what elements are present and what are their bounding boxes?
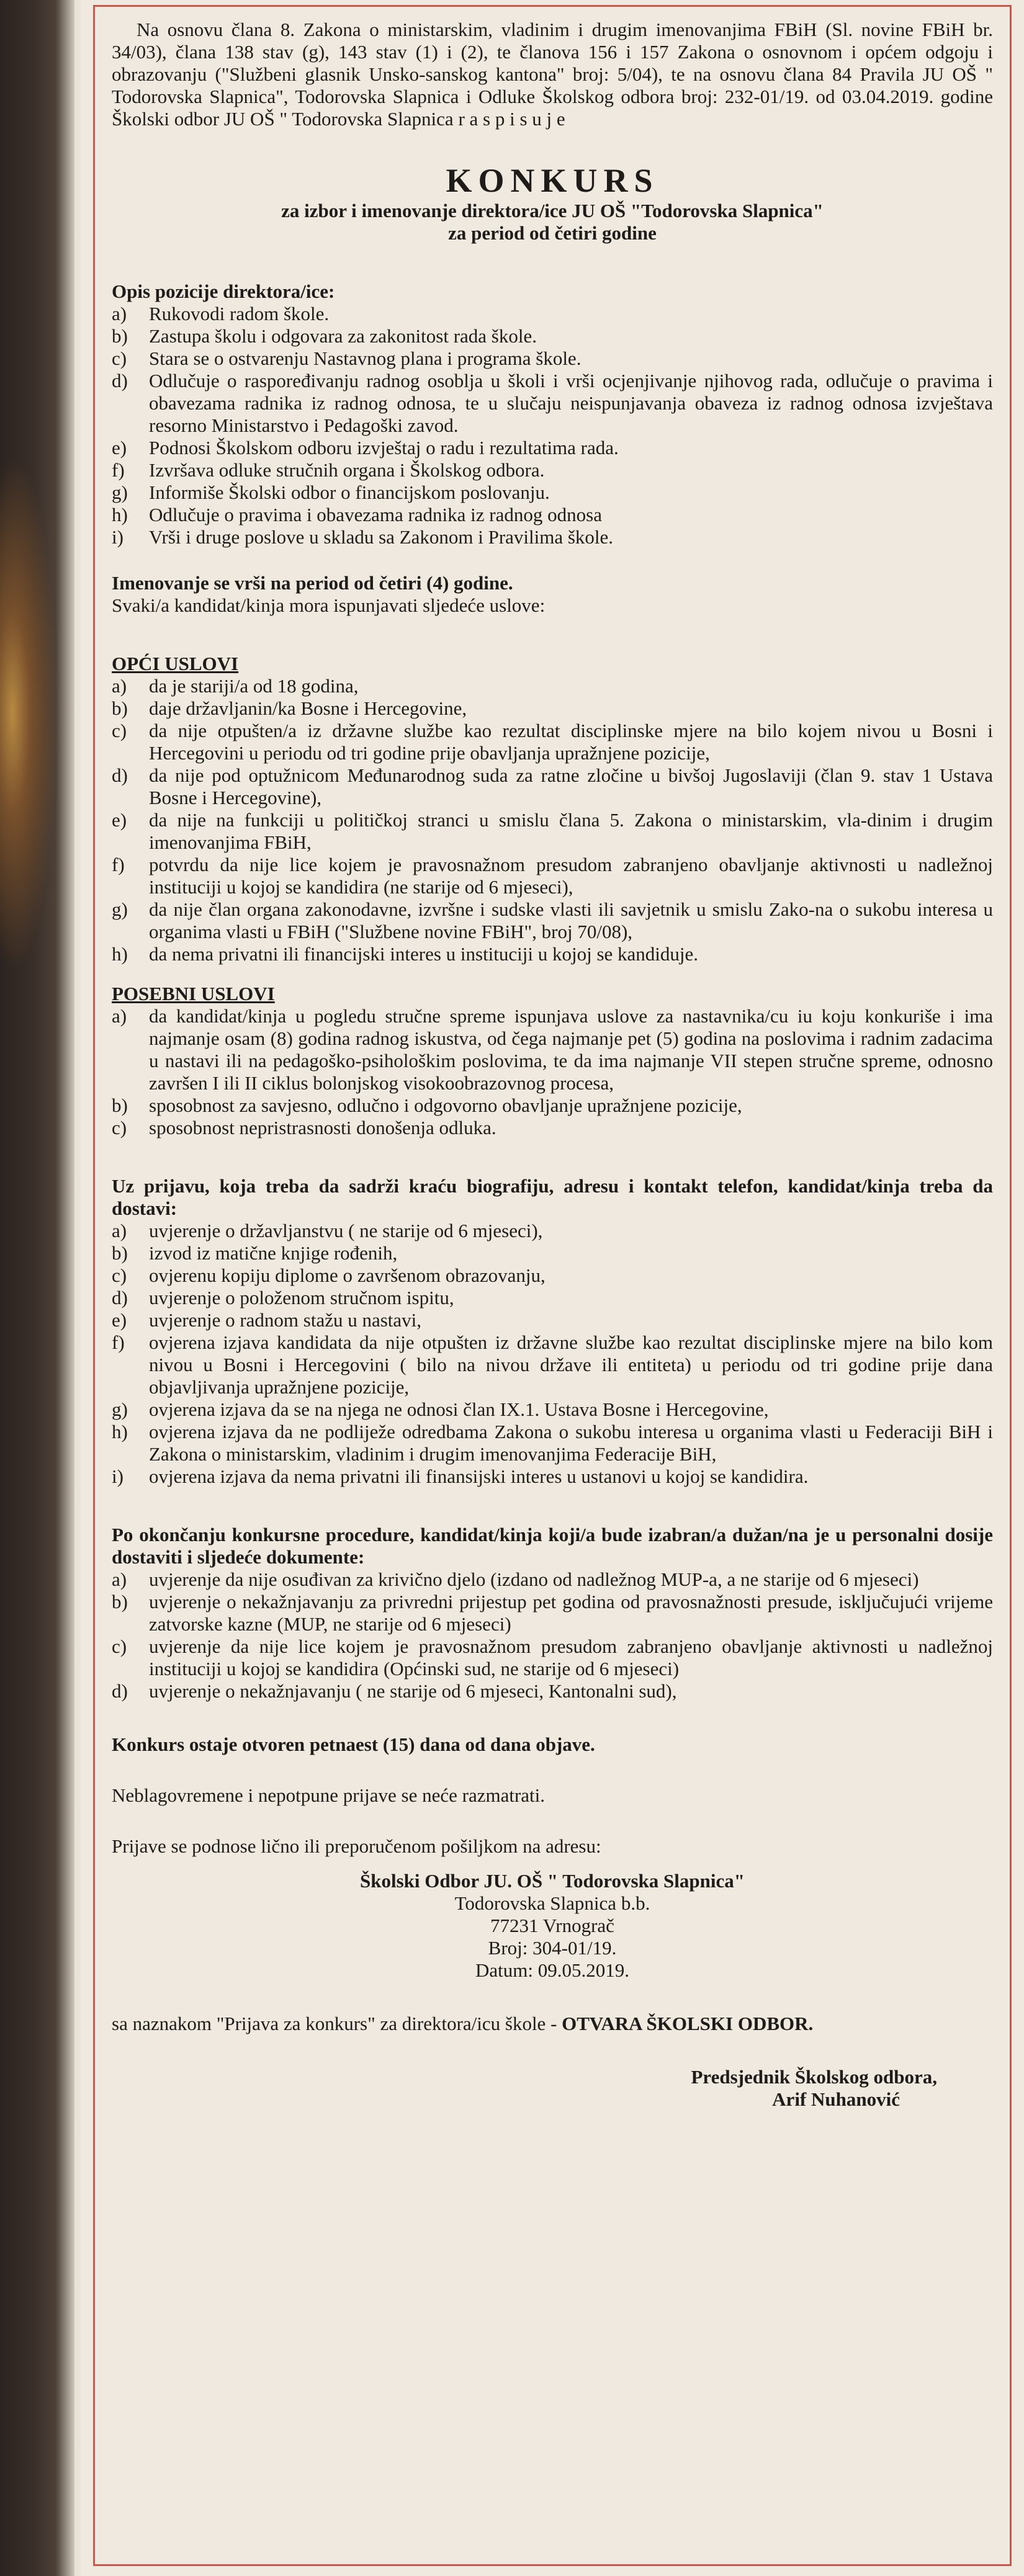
opis-item — [112, 526, 993, 548]
address-line-3: 77231 Vrnograč — [490, 1915, 614, 1936]
okoncanje-item — [112, 1591, 993, 1635]
okoncanje-item — [112, 1568, 993, 1591]
opis-item-label: g) — [112, 481, 128, 503]
opis-item-text: Izvršava odluke stručnih organa i Školskog odbora. — [149, 459, 545, 481]
opci-uslovi-item-text: da nije član organa zakonodavne, izvršne i sudske vlasti ili savjetnik u smislu Zako-na o sukobu interesa u organima vlasti u FBiH ("Službene novine FBiH", broj 70/08), — [149, 898, 993, 942]
opci-uslovi-item — [112, 943, 993, 965]
prijava-heading: Uz prijavu, koja treba da sadrži kraću biografiju, adresu i kontakt telefon, kandidat/kinja treba da dostavi: — [112, 1175, 993, 1219]
prijava-item — [112, 1287, 993, 1309]
opci-uslovi-item-label: b) — [112, 697, 128, 719]
opis-item — [112, 370, 993, 437]
announcement — [112, 19, 993, 2111]
opci-uslovi-item-text: daje državljanin/ka Bosne i Hercegovine, — [149, 697, 467, 719]
prijava-item — [112, 1398, 993, 1421]
naznaka-text — [112, 2013, 993, 2035]
opci-uslovi-item-text: potvrdu da nije lice kojem je pravosnažnom presudom zabranjeno obavljanje aktivnosti u nadležnoj instituciji u kojoj se kandidira (ne starije od 6 mjeseci), — [149, 854, 993, 898]
konkurs-otvoren-text: Konkurs ostaje otvoren petnaest (15) dana od dana objave. — [112, 1733, 595, 1755]
prijava-item — [112, 1421, 993, 1465]
opis-heading: Opis pozicije direktora/ice: — [112, 280, 335, 302]
signature-name: Arif Nuhanović — [772, 2088, 900, 2110]
opis-item-text: Rukovodi radom škole. — [149, 303, 330, 324]
prijava-item-text: ovjerena izjava da se na njega ne odnosi član IX.1. Ustava Bosne i Hercegovine, — [149, 1398, 769, 1420]
opis-item-label: h) — [112, 504, 128, 525]
address-block — [112, 1870, 993, 1982]
prijava-item — [112, 1242, 993, 1264]
opis-item-text: Podnosi Školskom odboru izvještaj o radu i rezultatima rada. — [149, 437, 619, 458]
opci-uslovi-item — [112, 854, 993, 898]
opis-item-text: Odlučuje o pravima i obavezama radnika iz radnog odnosa — [149, 504, 602, 525]
svaki-kandidat-text: Svaki/a kandidat/kinja mora ispunjavati sljedeće uslove: — [112, 594, 546, 616]
background-light — [0, 434, 62, 993]
prijava-item-label: f) — [112, 1331, 125, 1353]
opis-item-text: Zastupa školu i odgovara za zakonitost rada škole. — [149, 325, 537, 347]
posebni-uslovi-item-label: a) — [112, 1005, 127, 1027]
opis-item-label: c) — [112, 347, 127, 369]
opci-uslovi-item — [112, 675, 993, 697]
subtitle-line-2: za period od četiri godine — [448, 222, 657, 244]
page-title: KONKURS — [446, 162, 659, 199]
opci-uslovi-item-label: f) — [112, 854, 125, 875]
address-line-5: Datum: 09.05.2019. — [475, 1959, 629, 1981]
prijava-item — [112, 1465, 993, 1488]
address-line-1: Školski Odbor JU. OŠ " Todorovska Slapnica" — [360, 1870, 745, 1892]
prijava-item-text: uvjerenje o državljanstvu ( ne starije od 6 mjeseci), — [149, 1220, 543, 1241]
opis-item — [112, 437, 993, 459]
posebni-uslovi-item-label: c) — [112, 1117, 127, 1138]
opci-uslovi-item — [112, 720, 993, 764]
prijave-podnose-text: Prijave se podnose lično ili preporučenom pošiljkom na adresu: — [112, 1835, 601, 1857]
opis-item — [112, 303, 993, 325]
prijava-item-label: i) — [112, 1465, 124, 1487]
prijava-item — [112, 1331, 993, 1398]
posebni-uslovi-item — [112, 1094, 993, 1117]
opci-uslovi-item-text: da nije otpušten/a iz državne službe kao rezultat disciplinske mjere na bilo kojem nivou u Bosni i Hercegovini u periodu od tri godine prije obavljanja upražnjene pozicije, — [149, 720, 993, 764]
opci-uslovi-heading: OPĆI USLOVI — [112, 653, 239, 674]
address-line-2: Todorovska Slapnica b.b. — [454, 1892, 650, 1914]
posebni-uslovi-item-text: sposobnost za savjesno, odlučno i odgovorno obavljanje upražnjene pozicije, — [149, 1094, 742, 1116]
posebni-uslovi-item-text: da kandidat/kinja u pogledu stručne spreme ispunjava uslove za nastavnika/cu iu koju konkuriše i ima najmanje osam (8) godina radnog iskustva, od čega najmanje pet (5) godina na poslovima i radnim zadacima u nastavi ili na pedagoško-psihološkim poslovima, te da ima najmanje VII stepen stručne spreme, odnosno završen I ili II ciklus bolonjskog visokoobrazovnog procesa, — [149, 1005, 993, 1094]
opis-item-label: i) — [112, 526, 124, 548]
opis-list — [112, 303, 993, 548]
intro-paragraph: Na osnovu člana 8. Zakona o ministarskim, vladinim i drugim imenovanjima FBiH (Sl. novine FBiH br. 34/03), člana 138 stav (g), 143 stav (1) i (2), te članova 156 i 157 Zakona o osnovnom i općem odgoju i obrazovanju ("Službeni glasnik Unsko-sanskog kantona" broj: 5/04), te na osnovu člana 84 Pravila JU OŠ " Todorovska Slapnica", Todorovska Slapnica i Odluke Školskog odbora broj: 232-01/19. od 03.04.2019. godine Školski odbor JU OŠ " Todorovska Slapnica r a s p i s u j e — [112, 19, 993, 130]
okoncanje-item-text: uvjerenje da nije osuđivan za krivično djelo (izdano od nadležnog MUP-a, a ne starije od 6 mjeseci) — [149, 1568, 919, 1590]
prijava-item-label: b) — [112, 1242, 128, 1264]
signature-role: Predsjednik Školskog odbora, — [691, 2066, 937, 2088]
posebni-uslovi-item — [112, 1117, 993, 1139]
naznaka-prefix: sa naznakom "Prijava za konkurs" za direktora/icu škole - — [112, 2013, 562, 2034]
okoncanje-item — [112, 1635, 993, 1680]
posebni-uslovi-item-label: b) — [112, 1094, 128, 1116]
okoncanje-item-label: b) — [112, 1591, 128, 1612]
opis-item-label: a) — [112, 303, 127, 324]
okoncanje-item-text: uvjerenje da nije lice kojem je pravosnažnom presudom zabranjeno obavljanje aktivnosti u nadležnoj instituciji u kojoj se kandidira (Općinski sud, ne starije od 6 mjeseci) — [149, 1635, 993, 1679]
imenovanje-text: Imenovanje se vrši na period od četiri (4) godine. — [112, 572, 513, 594]
posebni-uslovi-item-text: sposobnost nepristrasnosti donošenja odluka. — [149, 1117, 496, 1138]
opis-item-label: d) — [112, 370, 128, 391]
naznaka-bold: OTVARA ŠKOLSKI ODBOR. — [562, 2013, 814, 2034]
opis-item-text: Informiše Školski odbor o financijskom poslovanju. — [149, 481, 550, 503]
opci-uslovi-item-label: c) — [112, 720, 127, 741]
prijava-item-label: d) — [112, 1287, 128, 1308]
opci-uslovi-item — [112, 764, 993, 809]
posebni-uslovi-heading: POSEBNI USLOVI — [112, 983, 275, 1004]
neblagovremene-text: Neblagovremene i nepotpune prijave se neće razmatrati. — [112, 1784, 546, 1806]
posebni-uslovi-item — [112, 1005, 993, 1094]
opci-uslovi-item-text: da je stariji/a od 18 godina, — [149, 675, 359, 697]
opci-uslovi-item-label: a) — [112, 675, 127, 697]
opci-uslovi-item-label: e) — [112, 809, 127, 831]
prijava-list — [112, 1220, 993, 1488]
opci-uslovi-item-text: da nije na funkciji u političkoj stranci u smislu člana 5. Zakona o ministarskim, vla-dinim i drugim imenovanjima FBiH, — [149, 809, 993, 853]
opci-uslovi-item-label: d) — [112, 764, 128, 786]
okoncanje-item-label: a) — [112, 1568, 127, 1590]
prijava-item-text: izvod iz matične knjige rođenih, — [149, 1242, 398, 1264]
opci-uslovi-item-text: da nije pod optužnicom Međunarodnog suda za ratne zločine u bivšoj Jugoslaviji (član 9. stav 1 Ustava Bosne i Hercegovine), — [149, 764, 993, 808]
prijava-item-text: uvjerenje o radnom stažu u nastavi, — [149, 1309, 422, 1331]
okoncanje-item-label: c) — [112, 1635, 127, 1657]
opci-uslovi-item — [112, 697, 993, 720]
okoncanje-list — [112, 1568, 993, 1702]
prijava-item-text: ovjerena izjava kandidata da nije otpušten iz državne službe kao rezultat disciplinske mjere na bilo kom nivou u Bosni i Hercegovini ( bilo na nivou države ili entiteta) u periodu od tri godine prije dana objavljivanja upražnjene pozicije, — [149, 1331, 993, 1398]
okoncanje-item-text: uvjerenje o nekažnjavanju za privredni prijestup pet godina od pravosnažnosti presude, isključujući vrijeme zatvorske kazne (MUP, ne starije od 6 mjeseci) — [149, 1591, 993, 1635]
opci-uslovi-item — [112, 898, 993, 943]
prijava-item-label: c) — [112, 1264, 127, 1286]
subtitle-line-1: za izbor i imenovanje direktora/ice JU OŠ "Todorovska Slapnica" — [281, 200, 824, 221]
address-line-4: Broj: 304-01/19. — [488, 1937, 617, 1959]
opis-item — [112, 347, 993, 370]
opis-item-label: f) — [112, 459, 125, 481]
prijava-item — [112, 1264, 993, 1287]
opis-item-label: b) — [112, 325, 128, 347]
opis-item-label: e) — [112, 437, 127, 458]
prijava-item-label: e) — [112, 1309, 127, 1331]
prijava-item-text: ovjerena izjava da nema privatni ili finansijski interes u ustanovi u kojoj se kandidira. — [149, 1465, 809, 1487]
prijava-item-text: ovjerena izjava da ne podliježe odredbama Zakona o sukobu interesa u organima vlasti u Federaciji BiH i Zakona o ministarskim, vladinim i drugim imenovanjima Federacije BiH, — [149, 1421, 993, 1465]
posebni-uslovi-list — [112, 1005, 993, 1139]
opis-item-text: Stara se o ostvarenju Nastavnog plana i programa škole. — [149, 347, 582, 369]
opci-uslovi-list — [112, 675, 993, 965]
okoncanje-item-label: d) — [112, 1680, 128, 1702]
prijava-item — [112, 1220, 993, 1242]
okoncanje-item — [112, 1680, 993, 1702]
opci-uslovi-item-text: da nema privatni ili financijski interes u instituciji u kojoj se kandiduje. — [149, 943, 699, 965]
opis-item — [112, 325, 993, 347]
prijava-item-text: uvjerenje o položenom stručnom ispitu, — [149, 1287, 454, 1308]
okoncanje-item-text: uvjerenje o nekažnjavanju ( ne starije od 6 mjeseci, Kantonalni sud), — [149, 1680, 677, 1702]
prijava-item-label: a) — [112, 1220, 127, 1241]
opis-item-text: Odlučuje o raspoređivanju radnog osoblja u školi i vrši ocjenjivanje njihovog rada, odlučuje o pravima i obavezama radnika iz radnog odnosa, te u slučaju neispunjavanja obaveza iz radnog odnosa izvještava resorno Ministarstvo i Pedagoški zavod. — [149, 370, 993, 436]
prijava-item-label: g) — [112, 1398, 128, 1420]
opis-item — [112, 481, 993, 504]
opci-uslovi-item — [112, 809, 993, 854]
opis-item — [112, 504, 993, 526]
prijava-item — [112, 1309, 993, 1331]
opci-uslovi-item-label: h) — [112, 943, 128, 965]
opci-uslovi-item-label: g) — [112, 898, 128, 920]
opis-item-text: Vrši i druge poslove u skladu sa Zakonom i Pravilima škole. — [149, 526, 614, 548]
okoncanje-heading: Po okončanju konkursne procedure, kandidat/kinja koji/a bude izabran/a dužan/na je u personalni dosije dostaviti i sljedeće dokumente: — [112, 1524, 993, 1568]
prijava-item-text: ovjerenu kopiju diplome o završenom obrazovanju, — [149, 1264, 546, 1286]
prijava-item-label: h) — [112, 1421, 128, 1442]
opis-item — [112, 459, 993, 481]
photo-background-strip — [0, 0, 74, 2576]
